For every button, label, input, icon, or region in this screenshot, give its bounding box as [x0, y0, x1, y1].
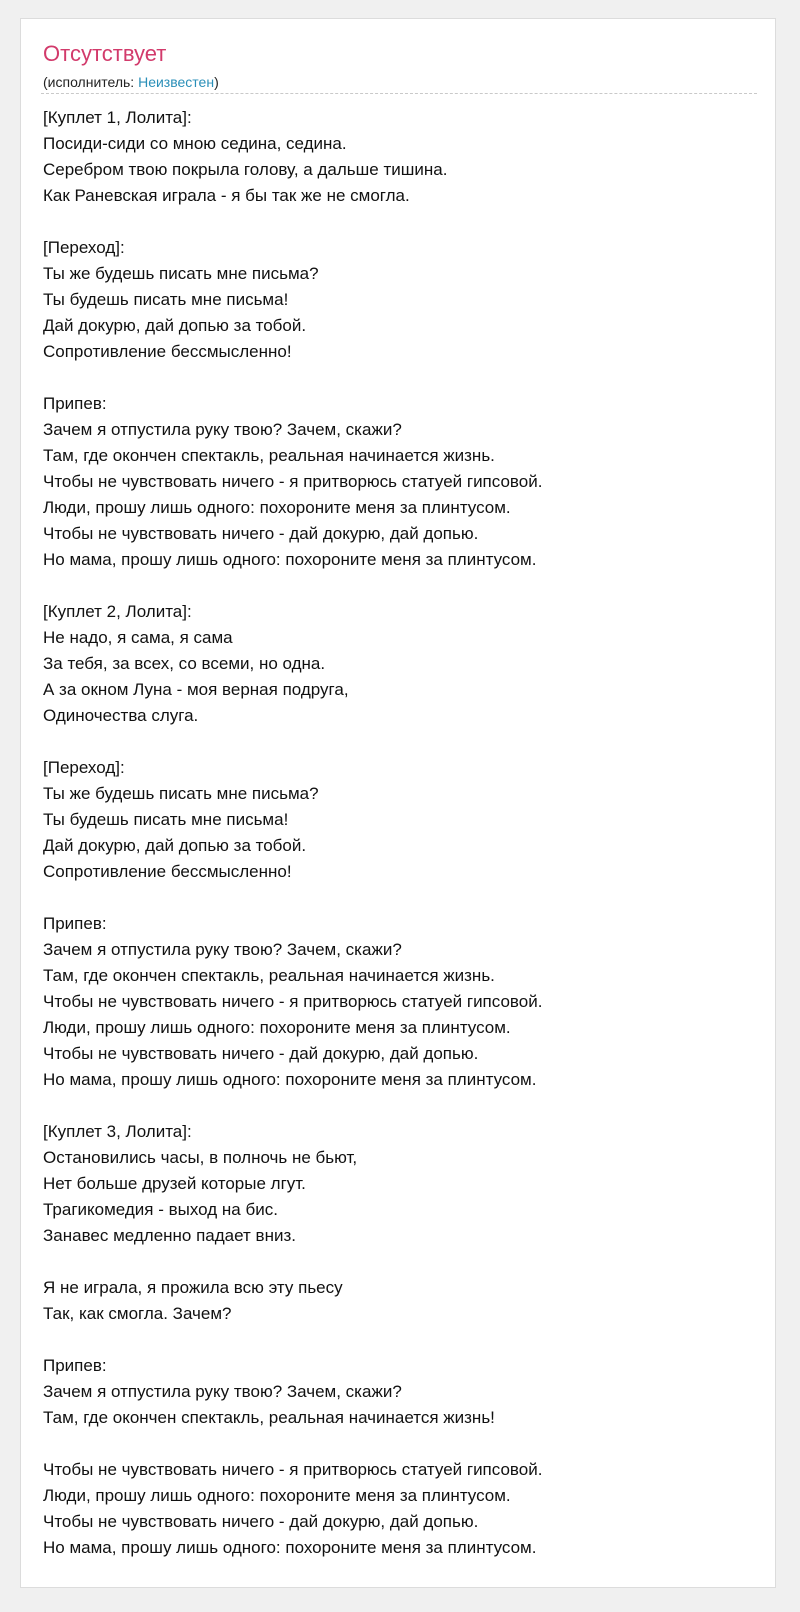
artist-line [43, 75, 219, 89]
stanza-gap [43, 573, 753, 599]
lyric-line: Посиди-сиди со мною седина, седина. [43, 134, 347, 153]
lyric-line: Трагикомедия - выход на бис. [43, 1200, 278, 1219]
lyric-line: За тебя, за всех, со всеми, но одна. [43, 654, 326, 673]
stanza-gap [43, 365, 753, 391]
lyric-line: Там, где окончен спектакль, реальная начинается жизнь. [43, 446, 495, 465]
stanza-gap [43, 209, 753, 235]
lyric-line: Не надо, я сама, я сама [43, 628, 233, 647]
stanza-gap [43, 1093, 753, 1119]
stanza-gap [43, 1431, 753, 1457]
lyric-line: Но мама, прошу лишь одного: похороните меня за плинтусом. [43, 550, 537, 569]
lyric-line: Люди, прошу лишь одного: похороните меня за плинтусом. [43, 1018, 511, 1037]
lyric-line: Остановились часы, в полночь не бьют, [43, 1148, 358, 1167]
lyric-line: Припев: [43, 1356, 107, 1375]
lyric-line: Ты же будешь писать мне письма? [43, 784, 319, 803]
lyric-line: Одиночества слуга. [43, 706, 199, 725]
lyric-line: Припев: [43, 394, 107, 413]
lyric-line: [Куплет 2, Лолита]: [43, 602, 192, 621]
song-title: Отсутствует [43, 41, 167, 66]
lyric-line: [Куплет 1, Лолита]: [43, 108, 192, 127]
stanza-gap [43, 885, 753, 911]
lyric-line: Припев: [43, 914, 107, 933]
header-divider [41, 93, 757, 94]
lyric-line: Зачем я отпустила руку твою? Зачем, скажи? [43, 940, 402, 959]
lyric-line: Там, где окончен спектакль, реальная начинается жизнь. [43, 966, 495, 985]
lyric-line: Сопротивление бессмысленно! [43, 862, 292, 881]
lyric-line: Ты же будешь писать мне письма? [43, 264, 319, 283]
lyric-line: Люди, прошу лишь одного: похороните меня за плинтусом. [43, 498, 511, 517]
lyric-line: Чтобы не чувствовать ничего - я притворюсь статуей гипсовой. [43, 472, 543, 491]
lyric-line: Зачем я отпустила руку твою? Зачем, скажи? [43, 420, 402, 439]
lyric-line: Дай докурю, дай допью за тобой. [43, 316, 307, 335]
lyric-line: Чтобы не чувствовать ничего - дай докурю, дай допью. [43, 1512, 479, 1531]
lyric-line: [Переход]: [43, 238, 125, 257]
artist-prefix: (исполнитель: [43, 74, 139, 90]
lyric-line: Занавес медленно падает вниз. [43, 1226, 296, 1245]
lyrics-body [43, 105, 753, 1561]
lyric-line: Но мама, прошу лишь одного: похороните меня за плинтусом. [43, 1070, 537, 1089]
stanza-gap [43, 1327, 753, 1353]
lyric-line: Так, как смогла. Зачем? [43, 1304, 232, 1323]
lyric-line: Чтобы не чувствовать ничего - дай докурю, дай допью. [43, 524, 479, 543]
lyric-line: [Куплет 3, Лолита]: [43, 1122, 192, 1141]
lyric-line: Зачем я отпустила руку твою? Зачем, скажи? [43, 1382, 402, 1401]
stanza-gap [43, 1249, 753, 1275]
lyric-line: Нет больше друзей которые лгут. [43, 1174, 306, 1193]
lyric-line: Люди, прошу лишь одного: похороните меня за плинтусом. [43, 1486, 511, 1505]
lyric-line: Как Раневская играла - я бы так же не смогла. [43, 186, 410, 205]
lyric-line: [Переход]: [43, 758, 125, 777]
lyric-line: Ты будешь писать мне письма! [43, 290, 289, 309]
stanza-gap [43, 729, 753, 755]
lyric-line: Чтобы не чувствовать ничего - я притворюсь статуей гипсовой. [43, 992, 543, 1011]
lyric-line: Но мама, прошу лишь одного: похороните меня за плинтусом. [43, 1538, 537, 1557]
lyric-line: Я не играла, я прожила всю эту пьесу [43, 1278, 343, 1297]
lyric-line: Дай докурю, дай допью за тобой. [43, 836, 307, 855]
artist-link[interactable]: Неизвестен [138, 74, 215, 90]
lyric-line: Там, где окончен спектакль, реальная начинается жизнь! [43, 1408, 495, 1427]
lyrics-card [20, 18, 776, 1588]
lyric-line: Серебром твою покрыла голову, а дальше тишина. [43, 160, 448, 179]
lyric-line: Чтобы не чувствовать ничего - я притворюсь статуей гипсовой. [43, 1460, 543, 1479]
lyric-line: Ты будешь писать мне письма! [43, 810, 289, 829]
lyric-line: А за окном Луна - моя верная подруга, [43, 680, 349, 699]
lyric-line: Сопротивление бессмысленно! [43, 342, 292, 361]
lyric-line: Чтобы не чувствовать ничего - дай докурю, дай допью. [43, 1044, 479, 1063]
artist-suffix: ) [214, 74, 219, 90]
